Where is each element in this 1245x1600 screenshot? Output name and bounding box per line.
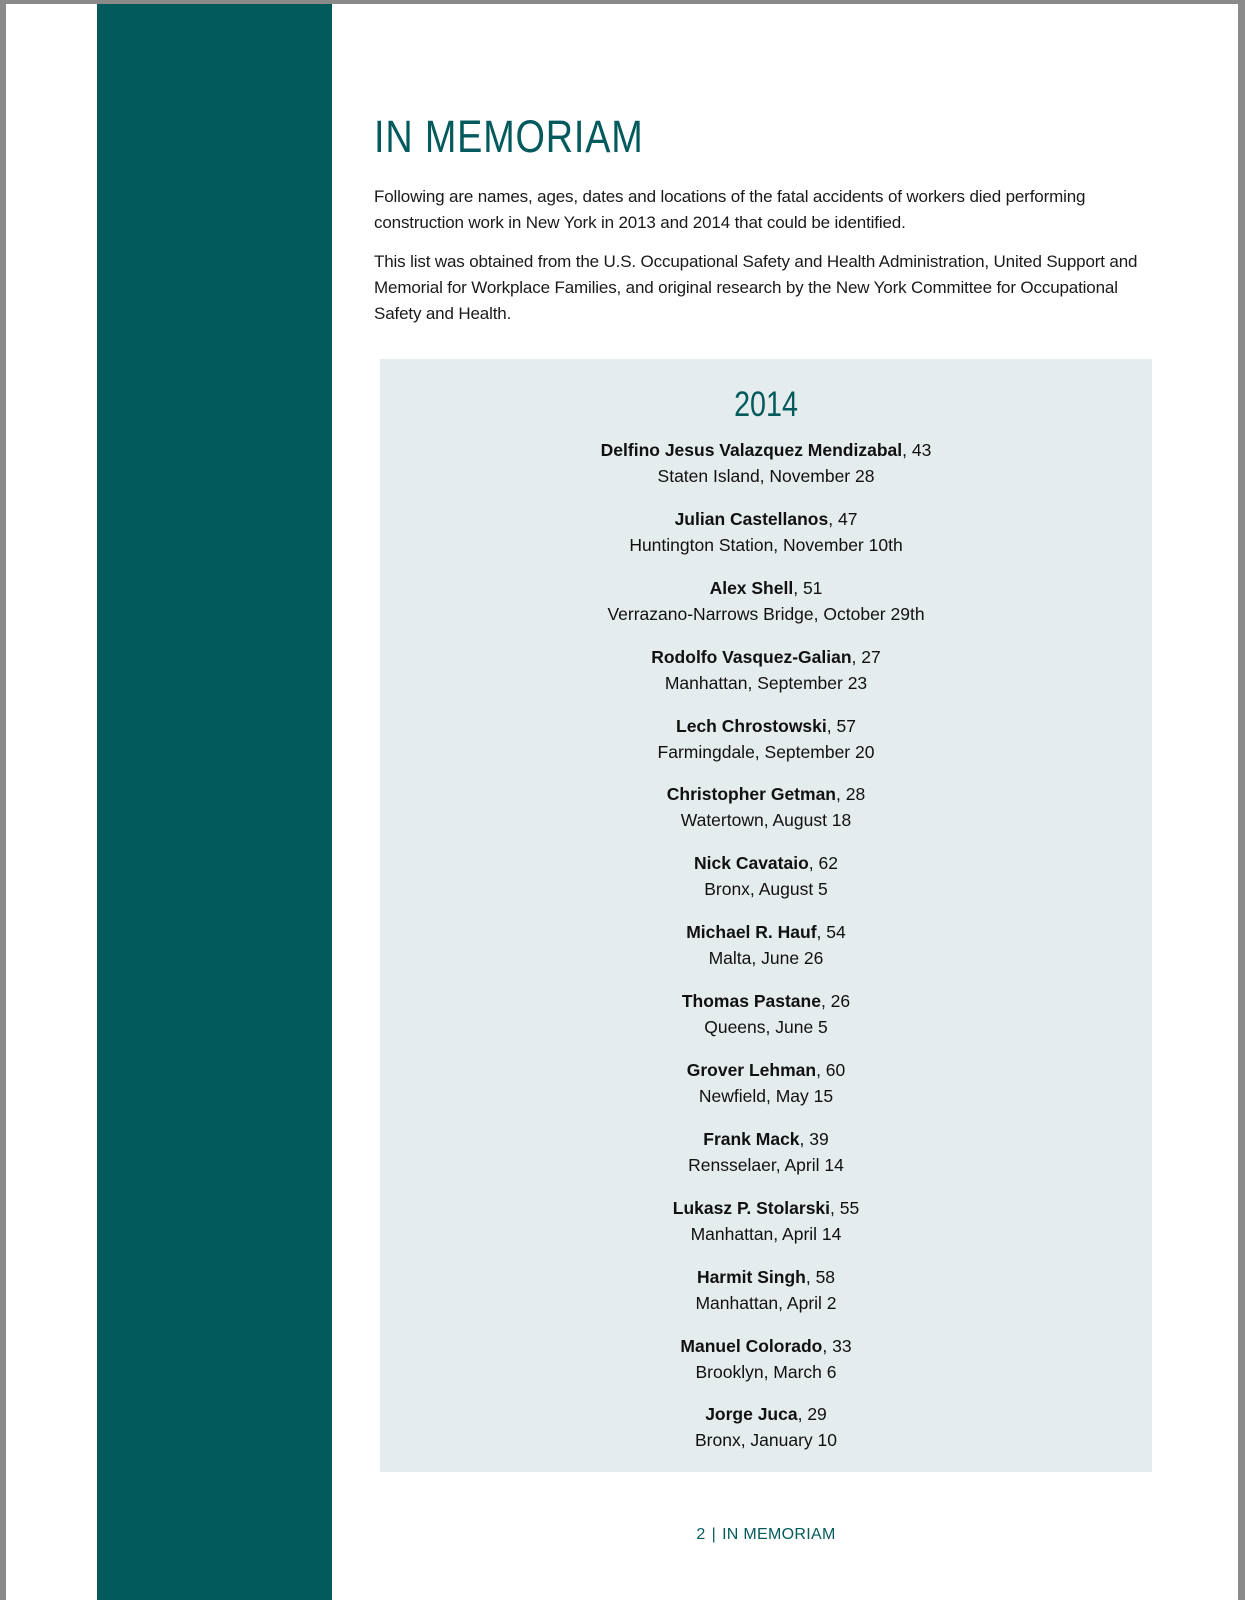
victim-location-date: Watertown, August 18 xyxy=(680,810,852,831)
victim-age: , 27 xyxy=(851,646,881,667)
victim-name: Delfino Jesus Valazquez Mendizabal xyxy=(600,440,903,460)
victim-location-date: Brooklyn, March 6 xyxy=(695,1361,837,1382)
victim-location-date: Staten Island, November 28 xyxy=(657,466,875,486)
victim-age: , 33 xyxy=(822,1335,852,1356)
victim-name-line xyxy=(380,506,1152,532)
victim-entry xyxy=(380,575,1152,644)
victim-name-line xyxy=(380,1126,1152,1152)
victim-entry xyxy=(380,850,1152,919)
victim-entry xyxy=(380,781,1152,850)
victim-name: Thomas Pastane xyxy=(681,991,821,1012)
victim-name: Michael R. Hauf xyxy=(686,922,817,943)
victim-entry xyxy=(380,1333,1152,1402)
victim-entry xyxy=(380,1401,1152,1470)
victim-location-date: Malta, June 26 xyxy=(708,948,824,969)
victim-age: , 60 xyxy=(816,1060,846,1081)
victim-age: , 28 xyxy=(836,784,866,805)
victim-entry xyxy=(380,1195,1152,1264)
page-number: 2 xyxy=(696,1526,706,1543)
victim-name: Rodolfo Vasquez-Galian xyxy=(651,646,852,667)
victim-entry xyxy=(380,1126,1152,1195)
footer-separator: | xyxy=(711,1526,717,1543)
victim-name-line xyxy=(380,988,1152,1014)
victim-location-date: Bronx, August 5 xyxy=(704,879,828,900)
victim-name: Nick Cavataio xyxy=(694,853,809,874)
victim-name: Christopher Getman xyxy=(666,784,836,805)
victim-location-date: Manhattan, April 2 xyxy=(695,1292,837,1313)
victim-name-line xyxy=(380,437,1152,463)
victim-name-line xyxy=(380,1333,1152,1359)
victim-age: , 47 xyxy=(828,508,858,529)
victim-name-line xyxy=(380,713,1152,739)
victim-name-line xyxy=(380,1057,1152,1083)
victim-entry xyxy=(380,1264,1152,1333)
victim-location-date: Queens, June 5 xyxy=(704,1017,828,1038)
victim-location-date: Rensselaer, April 14 xyxy=(688,1154,844,1175)
victim-name: Jorge Juca xyxy=(705,1404,798,1425)
victim-age: , 29 xyxy=(797,1404,827,1425)
victim-name-line xyxy=(380,1195,1152,1221)
footer-section-title: IN MEMORIAM xyxy=(722,1526,836,1543)
victim-location-date: Farmingdale, September 20 xyxy=(657,741,875,762)
victim-age: , 55 xyxy=(830,1197,860,1218)
victim-name-line xyxy=(380,919,1152,945)
victim-name-line xyxy=(380,644,1152,670)
victim-entry xyxy=(380,506,1152,575)
victim-name: Alex Shell xyxy=(709,577,794,598)
victim-name-line xyxy=(380,1264,1152,1290)
victim-entry xyxy=(380,437,1152,506)
intro-paragraph-1: Following are names, ages, dates and locations of the fatal accidents of workers died performing construction work in New York in 2013 and 2014 that could be identified. xyxy=(374,187,1086,232)
victim-age: , 62 xyxy=(808,853,838,874)
page-footer xyxy=(380,1526,1152,1544)
intro-paragraph-2: This list was obtained from the U.S. Occupational Safety and Health Administration, United Support and Memorial for Workplace Families, and original research by the New York Committee for Occupational Safety and Health. xyxy=(374,252,1138,323)
victim-name: Frank Mack xyxy=(703,1128,800,1149)
victim-name: Julian Castellanos xyxy=(674,508,829,529)
victim-location-date: Verrazano-Narrows Bridge, October 29th xyxy=(607,603,925,624)
victim-name-line xyxy=(380,781,1152,807)
side-accent-bar xyxy=(97,4,332,1600)
victim-name: Lech Chrostowski xyxy=(676,715,827,736)
year-heading: 2014 xyxy=(734,385,798,424)
victim-age: , 43 xyxy=(902,440,932,460)
victim-name-line xyxy=(380,850,1152,876)
victim-age: , 51 xyxy=(793,577,823,598)
victim-name-line xyxy=(380,1401,1152,1427)
victim-location-date: Manhattan, September 23 xyxy=(664,672,868,693)
victim-age: , 39 xyxy=(799,1128,829,1149)
victim-location-date: Manhattan, April 14 xyxy=(690,1223,842,1244)
victim-name: Harmit Singh xyxy=(696,1266,806,1287)
victim-name-line xyxy=(380,575,1152,601)
victim-entry xyxy=(380,713,1152,782)
victim-age: , 58 xyxy=(805,1266,836,1287)
page-title: IN MEMORIAM xyxy=(374,111,644,162)
victim-entry xyxy=(380,988,1152,1057)
document-page xyxy=(6,4,1238,1600)
victim-location-date: Bronx, January 10 xyxy=(694,1430,838,1451)
victim-name: Grover Lehman xyxy=(686,1060,817,1081)
victim-location-date: Huntington Station, November 10th xyxy=(629,534,903,555)
victim-age: , 54 xyxy=(816,922,846,943)
victim-entry xyxy=(380,1057,1152,1126)
victim-name: Manuel Colorado xyxy=(680,1335,823,1356)
victim-location-date: Newfield, May 15 xyxy=(698,1086,834,1107)
victim-list xyxy=(380,437,1152,1470)
victim-age: , 26 xyxy=(820,991,851,1012)
victim-entry xyxy=(380,644,1152,713)
victim-age: , 57 xyxy=(826,715,856,736)
victim-entry xyxy=(380,919,1152,988)
memorial-list-panel xyxy=(380,359,1152,1472)
victim-name: Lukasz P. Stolarski xyxy=(672,1197,831,1218)
